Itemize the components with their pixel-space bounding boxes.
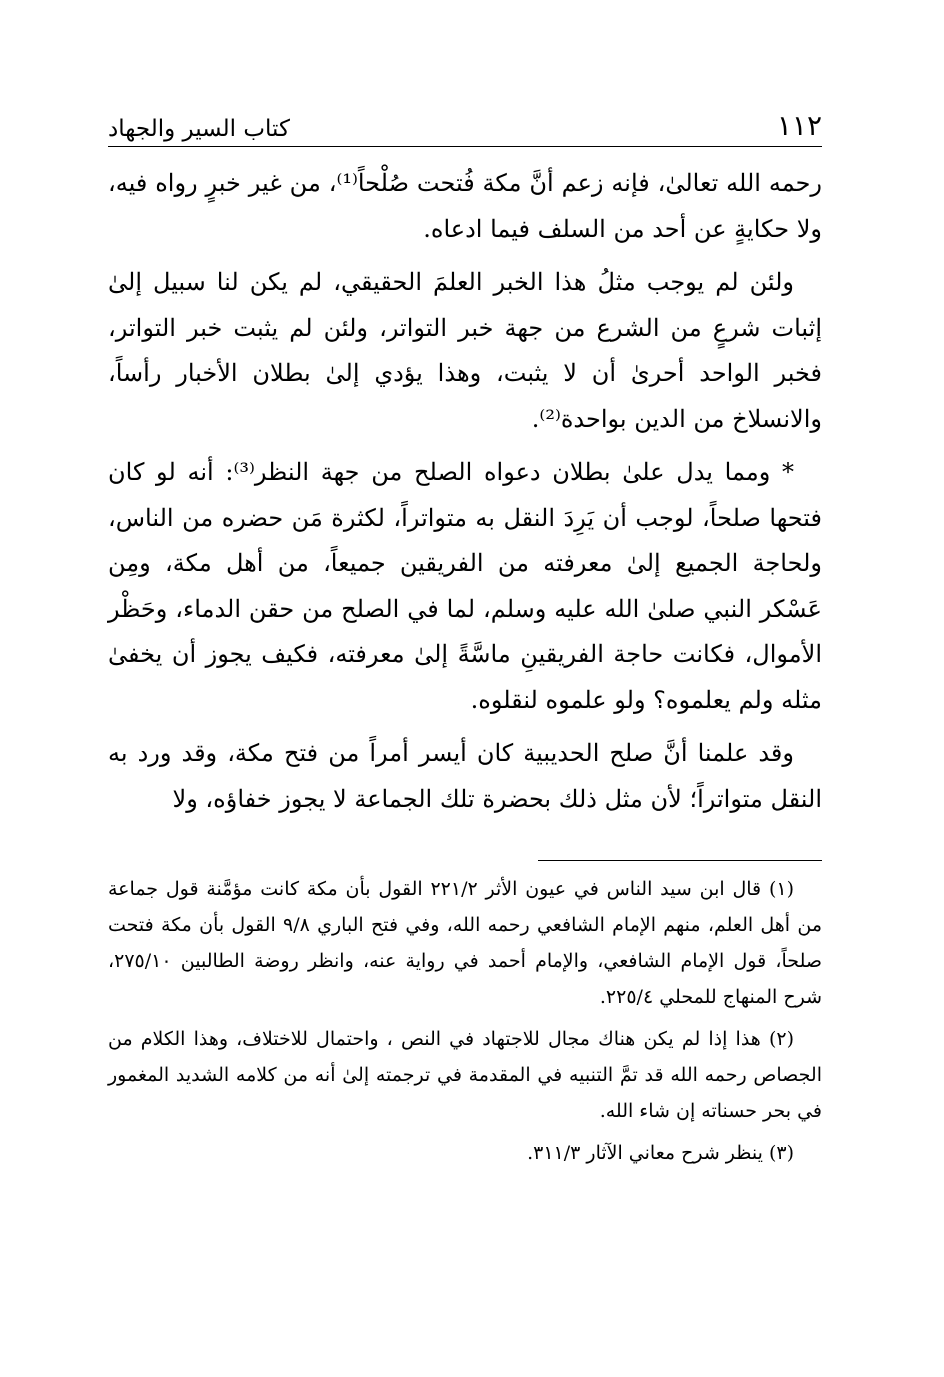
footnote-3: (٣) ينظر شرح معاني الآثار ٣١١/٣.: [527, 1142, 794, 1164]
paragraph-nazar: * ومما يدل علىٰ بطلان دعواه الصلح من جهة النظر⁽³⁾: أنه لو كان فتحها صلحاً، لوجب أن يَرِدَ النقل به متواتراً، لكثرة مَن حضره من الناس، ولحاجة الجميع إلىٰ معرفته من الفريقين جميعاً، من أهل مكة، ومِن عَسْكر النبي صلىٰ الله عليه وسلم، لما في الصلح من حقن الدماء، وحَظْر الأموال، فكانت حاجة الفريقينِ ماسَّةً إلىٰ معرفته، فكيف يجوز أن يخفىٰ مثله ولم يعلموه؟ ولو علموه لنقلوه.: [108, 458, 822, 714]
footnote-divider: [538, 860, 822, 861]
paragraph-hudaybiya: وقد علمنا أنَّ صلح الحديبية كان أيسر أمراً من فتح مكة، وقد ورد به النقل متواتراً؛ لأن مثل ذلك بحضرة تلك الجماعة لا يجوز خفاؤه، ولا: [108, 739, 822, 813]
footnote-1: (١) قال ابن سيد الناس في عيون الأثر ٢٢١/٢ القول بأن مكة كانت مؤمَّنة قول جماعة من أهل العلم، منهم الإمام الشافعي رحمه الله، وفي فتح الباري ٩/٨ القول بأن مكة فتحت صلحاً، قول الإمام الشافعي، والإمام أحمد في رواية عنه، وانظر روضة الطالبين ٢٧٥/١٠، شرح المنهاج للمحلي ٢٢٥/٤.: [108, 878, 822, 1008]
page-number: ١١٢: [776, 109, 822, 142]
running-title: كتاب السير والجهاد: [108, 116, 290, 142]
paragraph-continuation: رحمه الله تعالىٰ، فإنه زعم أنَّ مكة فُتحت صُلْحاً⁽¹⁾، من غير خبرٍ رواه فيه، ولا حكايةٍ عن أحد من السلف فيما ادعاه.: [108, 169, 822, 243]
running-header: [108, 102, 822, 147]
footnotes: [108, 871, 822, 1171]
main-text: [108, 161, 822, 822]
book-page: [108, 102, 822, 1177]
paragraph-khabar: ولئن لم يوجب مثلُ هذا الخبر العلمَ الحقيقي، لم يكن لنا سبيل إلىٰ إثبات شرعٍ من الشرع من جهة خبر التواتر، ولئن لم يثبت خبر التواتر، فخبر الواحد أحرىٰ أن لا يثبت، وهذا يؤدي إلىٰ بطلان الأخبار رأساً، والانسلاخ من الدين بواحدة⁽²⁾.: [108, 268, 822, 433]
footnote-2: (٢) هذا إذا لم يكن هناك مجال للاجتهاد في النص ، واحتمال للاختلاف، وهذا الكلام من الجصاص رحمه الله قد تمَّ التنبيه في المقدمة في ترجمته إلىٰ أنه من كلامه الشديد المغمور في بحر حسناته إن شاء الله.: [108, 1028, 822, 1122]
